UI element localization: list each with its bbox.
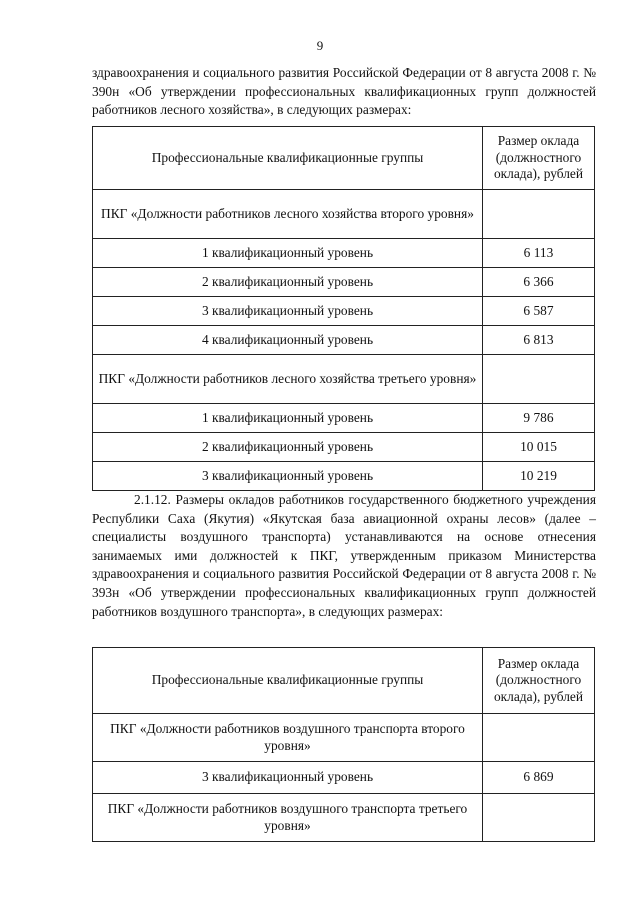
table-row — [93, 268, 595, 297]
salary-value: 10 219 — [483, 462, 595, 491]
table-row-group — [93, 794, 595, 842]
header-salary: Размер оклада (должностного оклада), рублей — [483, 127, 595, 190]
salary-value: 10 015 — [483, 433, 595, 462]
level-name: 3 квалификационный уровень — [93, 462, 483, 491]
level-name: 2 квалификационный уровень — [93, 268, 483, 297]
level-name: 2 квалификационный уровень — [93, 433, 483, 462]
table-header-row — [93, 127, 595, 190]
page-number: 9 — [316, 38, 324, 53]
header-groups: Профессиональные квалификационные группы — [93, 648, 483, 714]
salary-table-forestry — [92, 126, 595, 491]
table-row — [93, 462, 595, 491]
salary-value — [483, 190, 595, 239]
table-row — [93, 239, 595, 268]
header-salary: Размер оклада (должностного оклада), рублей — [483, 648, 595, 714]
salary-value: 6 366 — [483, 268, 595, 297]
salary-value: 9 786 — [483, 404, 595, 433]
header-groups: Профессиональные квалификационные группы — [93, 127, 483, 190]
table-row — [93, 762, 595, 794]
table-row — [93, 297, 595, 326]
salary-value — [483, 714, 595, 762]
paragraph-2-1-12: 2.1.12. Размеры окладов работников государственного бюджетного учреждения Республики Саха (Якутия) «Якутская база авиационной охраны лесов» (далее – специалисты воздушного транспорта) устанавливаются на основе отнесения занимаемых ими должностей к ПКГ, утвержденным приказом Министерства здравоохранения и социального развития Российской Федерации от 8 августа 2008 г. № 393н «Об утверждении профессиональных квалификационных групп должностей работников воздушного транспорта», в следующих размерах: — [92, 492, 596, 619]
table-row-group — [93, 714, 595, 762]
salary-value — [483, 355, 595, 404]
salary-value: 6 813 — [483, 326, 595, 355]
salary-value — [483, 794, 595, 842]
salary-value: 6 587 — [483, 297, 595, 326]
intro-paragraph: здравоохранения и социального развития Российской Федерации от 8 августа 2008 г. № 390н «Об утверждении профессиональных квалификационных групп должностей работников лесного хозяйства», в следующих размерах: — [92, 65, 596, 118]
group-name: ПКГ «Должности работников лесного хозяйства третьего уровня» — [93, 355, 483, 404]
table-row-group — [93, 190, 595, 239]
salary-value: 6 869 — [483, 762, 595, 794]
level-name: 3 квалификационный уровень — [93, 297, 483, 326]
table-row-group — [93, 355, 595, 404]
level-name: 1 квалификационный уровень — [93, 404, 483, 433]
level-name: 4 квалификационный уровень — [93, 326, 483, 355]
table-header-row — [93, 648, 595, 714]
group-name: ПКГ «Должности работников воздушного транспорта третьего уровня» — [93, 794, 483, 842]
level-name: 1 квалификационный уровень — [93, 239, 483, 268]
group-name: ПКГ «Должности работников воздушного транспорта второго уровня» — [93, 714, 483, 762]
table-row — [93, 433, 595, 462]
table-row — [93, 326, 595, 355]
level-name: 3 квалификационный уровень — [93, 762, 483, 794]
salary-table-air-transport — [92, 647, 595, 842]
table-row — [93, 404, 595, 433]
group-name: ПКГ «Должности работников лесного хозяйства второго уровня» — [93, 190, 483, 239]
salary-value: 6 113 — [483, 239, 595, 268]
